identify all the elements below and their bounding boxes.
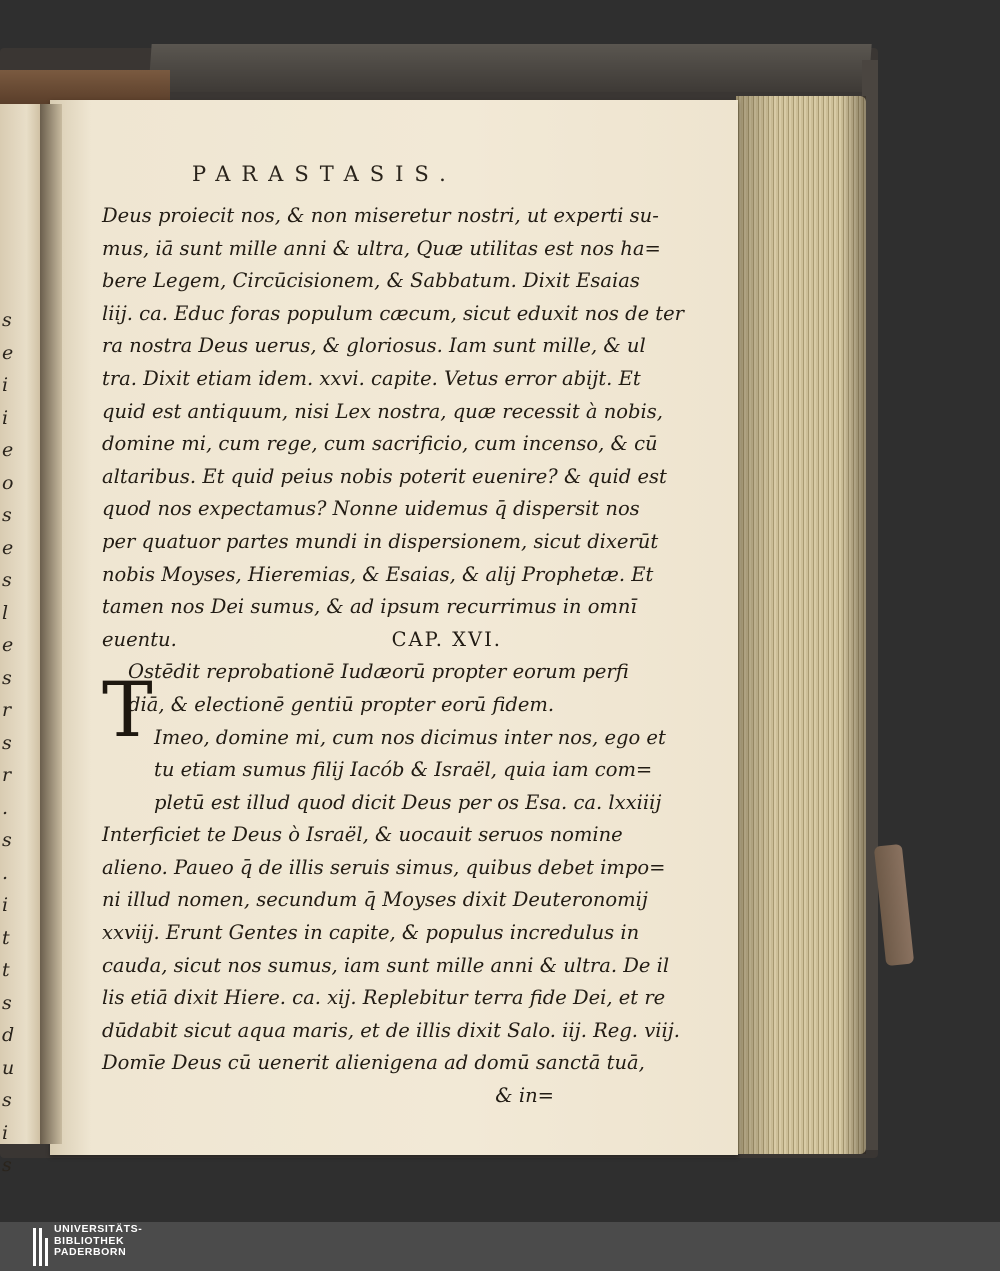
text-line: Interficiet te Deus ò Israël, & uocauit seruos nomine [102, 823, 623, 847]
text-line: Domīe Deus cū uenerit alienigena ad domū sanctā tuā, [102, 1051, 645, 1075]
gutter-shadow [40, 104, 62, 1144]
margin-letter: d [2, 1024, 15, 1046]
logo-line: PADERBORN [54, 1246, 127, 1258]
margin-letter: i [2, 1121, 9, 1144]
library-logo-text [54, 1224, 142, 1259]
left-page [0, 104, 44, 1176]
text-line: per quatuor partes mundi in dispersionem, sicut dixerūt [102, 529, 659, 553]
chapter-summary-line: diā, & electionē gentiū propter eorū fidem. [128, 692, 555, 716]
margin-letter: i [2, 374, 9, 396]
catchword: & in= [495, 1084, 554, 1108]
margin-letter: l [2, 601, 9, 624]
text-line: alieno. Paueo q̄ de illis seruis simus, quibus debet impo= [102, 855, 666, 879]
margin-letter: . [2, 796, 9, 819]
margin-letter: s [2, 309, 12, 331]
logo-line: BIBLIOTHEK [54, 1234, 125, 1247]
page-fore-edge-shade [736, 96, 866, 1154]
logo-line: UNIVERSITÄTS- [54, 1223, 143, 1235]
margin-letter: r [2, 764, 12, 786]
text-line: tamen nos Dei sumus, & ad ipsum recurrimus in omnī [102, 595, 637, 619]
margin-letter: i [2, 894, 9, 916]
chapter-heading: CAP. XVI. [391, 627, 502, 651]
margin-letter: e [2, 439, 14, 461]
margin-letter: o [2, 471, 14, 494]
chapter-row [102, 624, 522, 657]
text-line: xxviij. Erunt Gentes in capite, & populus incredulus in [102, 921, 640, 945]
margin-letter: u [2, 1056, 15, 1079]
text-line: ra nostra Deus uerus, & gloriosus. Iam sunt mille, & ul [102, 334, 646, 358]
margin-letter: s [2, 504, 12, 526]
margin-letter: s [2, 991, 12, 1014]
margin-letter: i [2, 406, 9, 429]
text-line: tu etiam sumus filij Iacób & Israël, quia iam com= [154, 758, 653, 782]
text-line: cauda, sicut nos sumus, iam sunt mille anni & ultra. De il [102, 953, 670, 977]
text-line: dūdabit sicut aqua maris, et de illis dixit Salo. iij. Reg. viij. [102, 1018, 680, 1042]
text-line: tra. Dixit etiam idem. xxvi. capite. Vetus error abijt. Et [102, 366, 641, 390]
margin-letter: t [2, 926, 10, 949]
text-line: lis etiā dixit Hiere. ca. xij. Replebitur terra fide Dei, et re [102, 986, 666, 1010]
margin-letter: e [2, 634, 14, 656]
footer-bar [0, 1222, 1000, 1271]
margin-letter: e [2, 341, 14, 364]
text-word: euentu. [102, 627, 177, 651]
text-line: nobis Moyses, Hieremias, & Esaias, & alij Prophetæ. Et [102, 562, 654, 586]
margin-letter: e [2, 536, 14, 559]
spine-band [0, 70, 170, 104]
margin-letter: t [2, 959, 10, 981]
text-block [102, 200, 685, 1113]
margin-letter: s [2, 731, 12, 754]
text-line: Imeo, domine mi, cum nos dicimus inter nos, ego et [154, 725, 666, 749]
ribbon-bookmark [874, 844, 914, 966]
text-line: Deus proiecit nos, & non miseretur nostri, ut experti su- [102, 204, 659, 227]
text-line: altaribus. Et quid peius nobis poterit euenire? & quid est [102, 464, 667, 488]
margin-letter: s [2, 1089, 12, 1111]
text-line: mus, iā sunt mille anni & ultra, Quæ utilitas est nos ha= [102, 236, 661, 260]
text-line: quod nos expectamus? Nonne uidemus q̄ dispersit nos [102, 497, 640, 521]
chapter-summary-line: Ostēdit reprobationē Iudæorū propter eorum perfi [128, 660, 629, 684]
text-line: liij. ca. Educ foras populum cæcum, sicut eduxit nos de ter [102, 301, 685, 325]
running-header: PARASTASIS. [192, 162, 457, 186]
margin-letter: s [2, 829, 12, 851]
text-line: ni illud nomen, secundum q̄ Moyses dixit Deuteronomij [102, 888, 648, 912]
margin-letter: s [2, 666, 12, 689]
drop-initial: T [102, 665, 153, 754]
text-line: pletū est illud quod dicit Deus per os Esa. ca. lxxiiij [154, 790, 662, 814]
margin-letter: s [2, 1154, 12, 1176]
text-line: domine mi, cum rege, cum sacrificio, cum incenso, & cū [102, 432, 658, 456]
margin-letter: . [2, 861, 9, 884]
cover-top-edge [148, 44, 871, 92]
left-page-margin-letters [2, 304, 22, 1182]
margin-letter: s [2, 569, 12, 591]
library-logo-icon [33, 1228, 49, 1266]
text-line: bere Legem, Circūcisionem, & Sabbatum. Dixit Esaias [102, 269, 640, 293]
text-line: quid est antiquum, nisi Lex nostra, quæ recessit à nobis, [102, 399, 663, 423]
margin-letter: r [2, 699, 12, 721]
